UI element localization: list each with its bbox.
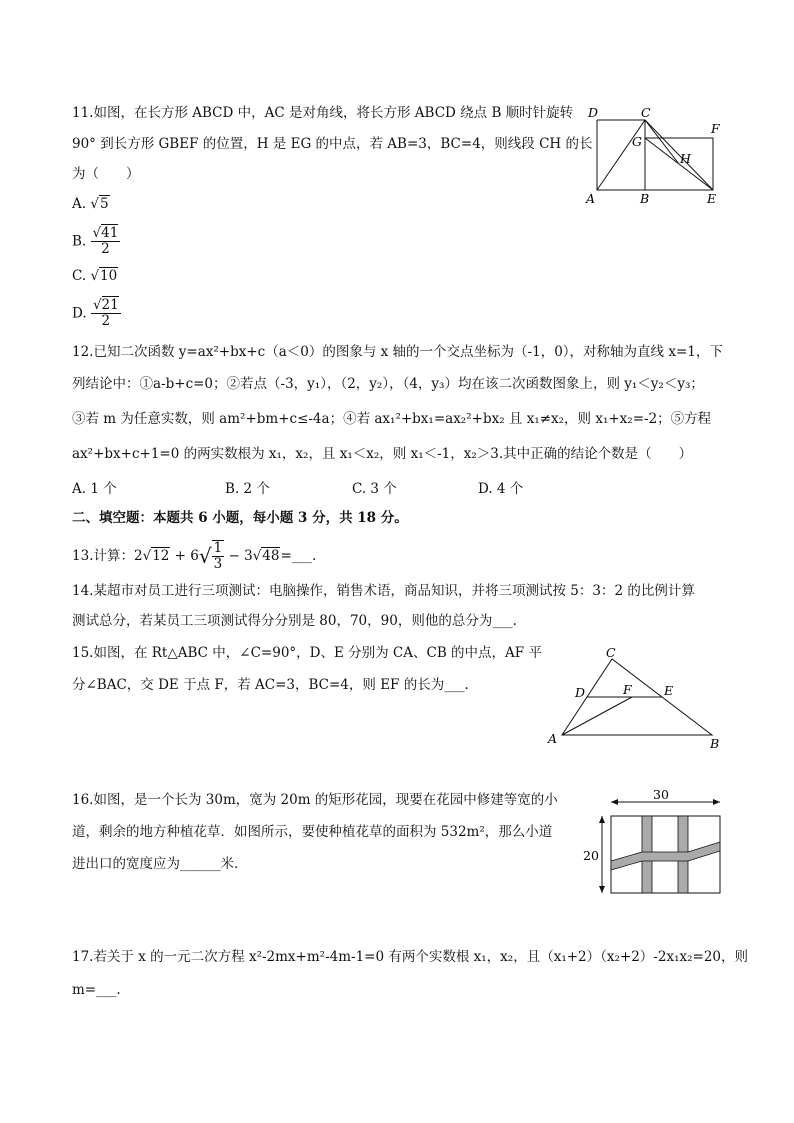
q12-option-a: A. 1 个	[72, 481, 117, 497]
q15-label-c: C	[606, 645, 616, 660]
q11-label-d: D	[588, 105, 599, 120]
q11-option-d: D. $\frac{√21}{2}$	[72, 297, 119, 329]
q17-line1: 17.若关于 x 的一元二次方程 x²-2mx+m²-4m-1=0 有两个实数根 x₁，x₂，且（x₁+2）（x₂+2）-2x₁x₂=20，则	[72, 949, 749, 965]
q15-label-f: F	[623, 682, 632, 697]
q12-line2: 列结论中：①a-b+c=0；②若点（-3，y₁），（2，y₂），（4，y₃）均在该二次函数图象上，则 y₁＜y₂＜y₃；	[72, 376, 704, 392]
q11-label-g: G	[632, 134, 642, 149]
q12-option-c: C. 3 个	[352, 481, 397, 497]
q12-line4: ax²+bx+c+1=0 的两实数根为 x₁，x₂，且 x₁＜x₂，则 x₁＜-1，x₂＞3.其中正确的结论个数是（ ）	[72, 446, 693, 462]
q11-label-a: A	[586, 191, 596, 206]
q11-label-h: H	[680, 151, 691, 166]
q15-figure	[542, 645, 732, 755]
q14-line2: 测试总分，若某员工三项测试得分分别是 80，70，90，则他的总分为___.	[72, 613, 517, 629]
q11-option-b: B. $\frac{√41}{2}$	[72, 225, 119, 257]
q11-label-f: F	[711, 121, 720, 136]
q15-label-b: B	[710, 736, 720, 751]
q12-line3: ③若 m 为任意实数，则 am²+bm+c≤-4a；④若 ax₁²+bx₁=ax₂²+bx₂ 且 x₁≠x₂，则 x₁+x₂=-2；⑤方程	[72, 411, 712, 427]
section-heading-fill-in: 二、填空题：本题共 6 小题，每小题 3 分，共 18 分。	[72, 510, 408, 526]
q11-label-b: B	[640, 191, 650, 206]
q11-line1: 11.如图，在长方形 ABCD 中，AC 是对角线，将长方形 ABCD 绕点 B 顺时针旋转	[72, 105, 574, 121]
q13-line: 13.计算：2√12 + 6√ $\frac{1}{3}$ − 3√48=___.	[72, 540, 317, 572]
q16-width-label: 30	[653, 787, 669, 802]
q16-figure	[580, 788, 730, 898]
q11-option-c: C. √10	[72, 268, 118, 284]
q11-figure	[585, 105, 725, 210]
q16-line1: 16.如图，是一个长为 30m，宽为 20m 的矩形花园，现要在花园中修建等宽的小	[72, 792, 558, 808]
q11-line3: 为（ ）	[72, 166, 140, 182]
q12-option-b: B. 2 个	[225, 481, 270, 497]
q12-line1: 12.已知二次函数 y=ax²+bx+c（a＜0）的图象与 x 轴的一个交点坐标为（-1，0），对称轴为直线 x=1，下	[72, 344, 723, 360]
q16-line3: 进出口的宽度应为______米．	[72, 856, 248, 872]
q15-line2: 分∠BAC，交 DE 于点 F，若 AC=3，BC=4，则 EF 的长为___.	[72, 677, 469, 693]
q15-label-a: A	[548, 731, 558, 746]
q11-label-c: C	[641, 105, 651, 120]
q16-height-label: 20	[583, 848, 599, 863]
q11-option-a-radicand: 5	[99, 196, 109, 212]
q11-label-e: E	[707, 191, 717, 206]
q11-option-a: A. √5	[72, 196, 109, 212]
q17-line2: m=___.	[72, 982, 121, 998]
q15-label-e: E	[664, 683, 674, 698]
q11-line2: 90° 到长方形 GBEF 的位置，H 是 EG 的中点，若 AB=3，BC=4，则线段 CH 的长	[72, 136, 593, 152]
q15-line1: 15.如图，在 Rt△ABC 中，∠C=90°，D、E 分别为 CA、CB 的中点，AF 平	[72, 645, 542, 661]
q16-line2: 道，剩余的地方种植花草．如图所示，要使种植花草的面积为 532m²，那么小道	[72, 824, 553, 840]
q12-option-d: D. 4 个	[478, 481, 524, 497]
q14-line1: 14.某超市对员工进行三项测试：电脑操作，销售术语，商品知识，并将三项测试按 5：3：2 的比例计算	[72, 583, 695, 599]
q15-label-d: D	[575, 685, 586, 700]
